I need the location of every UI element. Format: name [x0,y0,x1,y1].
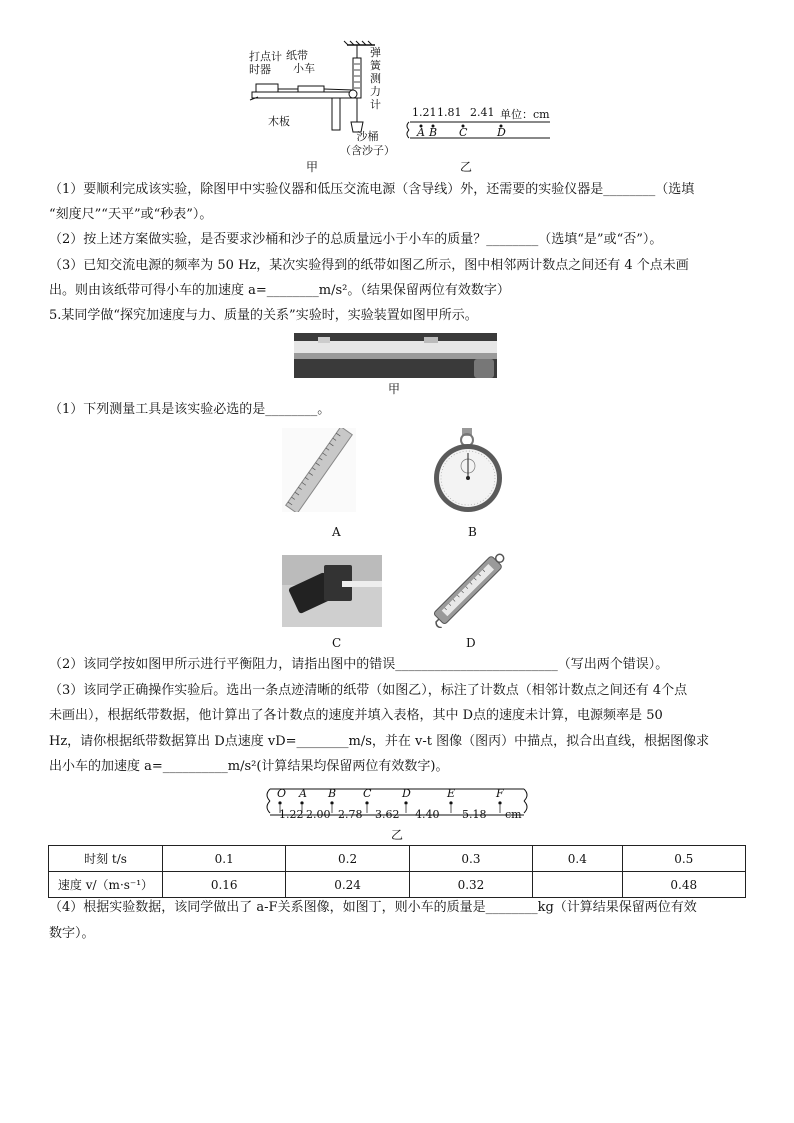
photo-caption-jia: 甲 [388,382,401,396]
table-header-time: 时刻 t/s [49,846,163,872]
q5-part1: （1）下列测量工具是该实验必选的是________。 [49,402,331,417]
table-cell-empty[interactable] [533,872,622,898]
tape2-point-b: B [328,787,337,800]
q5-part3-l3: Hz，请你根据纸带数据算出 D点速度 vD=________m/s，并在 v-t 图像（图丙）中描点，拟合出直线，根据图像求 [49,734,710,749]
tape2-value-5: 4.40 [415,808,440,821]
track-photo [294,333,497,378]
tape2-value-4: 3.62 [375,808,400,821]
q4-part1: （1）要顺利完成该实验，除图甲中实验仪器和低压交流电源（含导线）外，还需要的实验仪器是________（选填 [49,182,695,197]
table-cell: 0.3 [409,846,532,872]
tape1-value-2: 1.81 [437,106,462,119]
tape1-unit: 单位：cm [500,108,550,121]
q5-part3-l2: 未画出），根据纸带数据，他计算出了各计数点的速度并填入表格，其中 D点的速度未计算，电源频率是 50 [49,708,663,723]
tape1-point-d: D [497,126,506,139]
table-cell: 0.5 [622,846,745,872]
q4-part3: （3）已知交流电源的频率为 50 Hz，某次实验得到的纸带如图乙所示，图中相邻两计数点之间还有 4 个点未画 [49,258,689,273]
option-b-label: B [468,525,477,539]
label-cart: 小车 [293,62,315,75]
table-cell: 0.48 [622,872,745,898]
velocity-table [48,845,746,898]
option-a-label: A [332,525,341,539]
tape2-point-d: D [402,787,411,800]
tape2-point-o: O [277,787,287,800]
tape1-point-b: B [429,126,438,139]
table-cell: 0.32 [409,872,532,898]
tape1-point-c: C [459,126,468,139]
q4-part2: （2）按上述方案做实验，是否要求沙桶和沙子的总质量远小于小车的质量？________（选填“是”或“否”）。 [49,232,663,247]
table-cell: 0.16 [163,872,286,898]
tape2-value-2: 2.00 [306,808,331,821]
tape1-value-1: 1.21 [412,106,437,119]
label-bucket: 沙桶 （含沙子） [340,130,395,157]
table-cell: 0.2 [286,846,409,872]
option-c-label: C [332,636,342,650]
q5-part2: （2）该同学按如图甲所示进行平衡阻力，请指出图中的错误_________________________（写出两个错误）。 [49,657,669,672]
table-cell: 0.24 [286,872,409,898]
ruler-photo [282,428,356,512]
option-d-label: D [466,636,476,650]
tape2-point-c: C [363,787,372,800]
table-cell: 0.1 [163,846,286,872]
tape1-point-a: A [417,126,425,139]
tape2-point-f: F [496,787,504,800]
tape2-unit: cm [505,808,522,821]
tape2-value-3: 2.78 [338,808,363,821]
tape2-caption-yi: 乙 [391,828,404,842]
spring-scale-photo [420,548,518,628]
q4-part3-cont: 出。则由该纸带可得小车的加速度 a=________m/s²。（结果保留两位有效数字） [49,283,510,298]
q5-title: 5.某同学做“探究加速度与力、质量的关系”实验时，实验装置如图甲所示。 [49,308,478,323]
q5-part4-cont: 数字）。 [49,926,95,941]
timer-device-photo [282,555,382,627]
q5-part4: （4）根据实验数据，该同学做出了 a-F关系图像，如图丁，则小车的质量是________kg（计算结果保留两位有效 [49,900,697,915]
label-board: 木板 [268,115,290,128]
tape2-point-e: E [447,787,456,800]
tape2-value-1: 1.22 [279,808,304,821]
q5-part3-l1: （3）该同学正确操作实验后。选出一条点迹清晰的纸带（如图乙），标注了计数点（相邻计数点之间还有 4个点 [49,683,688,698]
table-cell: 0.4 [533,846,622,872]
q4-part1-cont: “刻度尺”“天平”或“秒表”）。 [49,207,213,222]
tape1-value-3: 2.41 [470,106,495,119]
stopwatch-photo [430,428,510,514]
label-tape: 纸带 [286,49,308,62]
figure-caption-jia: 甲 [306,160,319,174]
table-row [49,846,746,872]
label-timer: 打点计 时器 [249,50,282,76]
table-row [49,872,746,898]
label-spring: 弹 簧 测 力 计 [370,46,381,111]
tape2-point-a: A [299,787,307,800]
table-header-speed: 速度 v/（m·s⁻¹） [49,872,163,898]
figure-caption-yi: 乙 [460,160,473,174]
tape2-value-6: 5.18 [462,808,487,821]
q5-part3-l4: 出小车的加速度 a=__________m/s²(计算结果均保留两位有效数字)。 [49,759,449,774]
